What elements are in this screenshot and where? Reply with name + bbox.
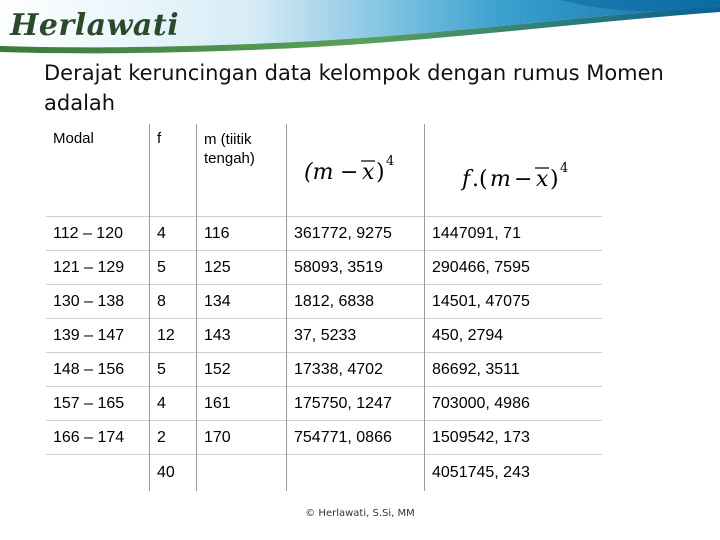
cell-formula-1: 754771, 0866 [287,421,425,455]
cell-formula-2: 1447091, 71 [425,217,603,251]
total-formula-2: 4051745, 243 [425,455,603,492]
table-header-row [46,124,602,217]
header-m [197,124,287,217]
svg-text:−: − [340,160,359,185]
table-row [46,387,602,421]
table-row [46,421,602,455]
svg-text:.(: .( [472,167,488,192]
cell-formula-2: 86692, 3511 [425,353,603,387]
cell-f: 12 [150,319,197,353]
header-modal: Modal [53,130,94,147]
cell-formula-2: 1509542, 173 [425,421,603,455]
table-row [46,217,602,251]
cell-f: 4 [150,387,197,421]
cell-m: 125 [197,251,287,285]
header-formula-1 [287,124,425,217]
cell-m: 161 [197,387,287,421]
cell-modal: 139 – 147 [46,319,150,353]
svg-text:4: 4 [560,161,569,176]
cell-m: 152 [197,353,287,387]
cell-modal: 166 – 174 [46,421,150,455]
cell-modal: 112 – 120 [46,217,150,251]
table-total-row [46,455,602,492]
svg-text:m: m [490,167,511,192]
cell-formula-1: 1812, 6838 [287,285,425,319]
formula-1 [294,147,424,193]
svg-text:4: 4 [386,154,395,169]
header-m-label: m (tiitik tengah) [204,131,255,167]
total-modal [46,455,150,492]
cell-formula-1: 37, 5233 [287,319,425,353]
table-row [46,353,602,387]
cell-modal: 157 – 165 [46,387,150,421]
brand-logo-text: Herlawati [10,8,180,43]
cell-m: 143 [197,319,287,353]
cell-modal: 148 – 156 [46,353,150,387]
total-m [197,455,287,492]
cell-m: 116 [197,217,287,251]
formula-2 [432,142,602,198]
cell-modal: 130 – 138 [46,285,150,319]
cell-modal: 121 – 129 [46,251,150,285]
cell-m: 134 [197,285,287,319]
cell-formula-2: 14501, 47075 [425,285,603,319]
table-row [46,285,602,319]
svg-text:f: f [462,167,471,192]
svg-text:): ) [376,160,385,185]
cell-formula-2: 450, 2794 [425,319,603,353]
total-f: 40 [150,455,197,492]
cell-f: 5 [150,251,197,285]
total-formula-1 [287,455,425,492]
cell-formula-2: 290466, 7595 [425,251,603,285]
svg-text:): ) [550,167,559,192]
table-row [46,319,602,353]
cell-formula-1: 175750, 1247 [287,387,425,421]
cell-formula-1: 361772, 9275 [287,217,425,251]
cell-f: 8 [150,285,197,319]
footer-copyright: © Herlawati, S.Si, MM [305,508,415,519]
cell-formula-1: 58093, 3519 [287,251,425,285]
cell-m: 170 [197,421,287,455]
svg-text:x: x [362,160,375,185]
svg-text:(m: (m [304,160,334,185]
cell-f: 2 [150,421,197,455]
cell-f: 4 [150,217,197,251]
data-table [46,124,602,491]
header-formula-2 [425,124,603,217]
svg-text:x: x [536,167,549,192]
cell-f: 5 [150,353,197,387]
svg-text:−: − [514,167,533,192]
header-f: f [150,124,197,217]
cell-formula-2: 703000, 4986 [425,387,603,421]
table-row [46,251,602,285]
cell-formula-1: 17338, 4702 [287,353,425,387]
slide-title: Derajat keruncingan data kelompok dengan rumus Momen adalah [44,61,664,115]
